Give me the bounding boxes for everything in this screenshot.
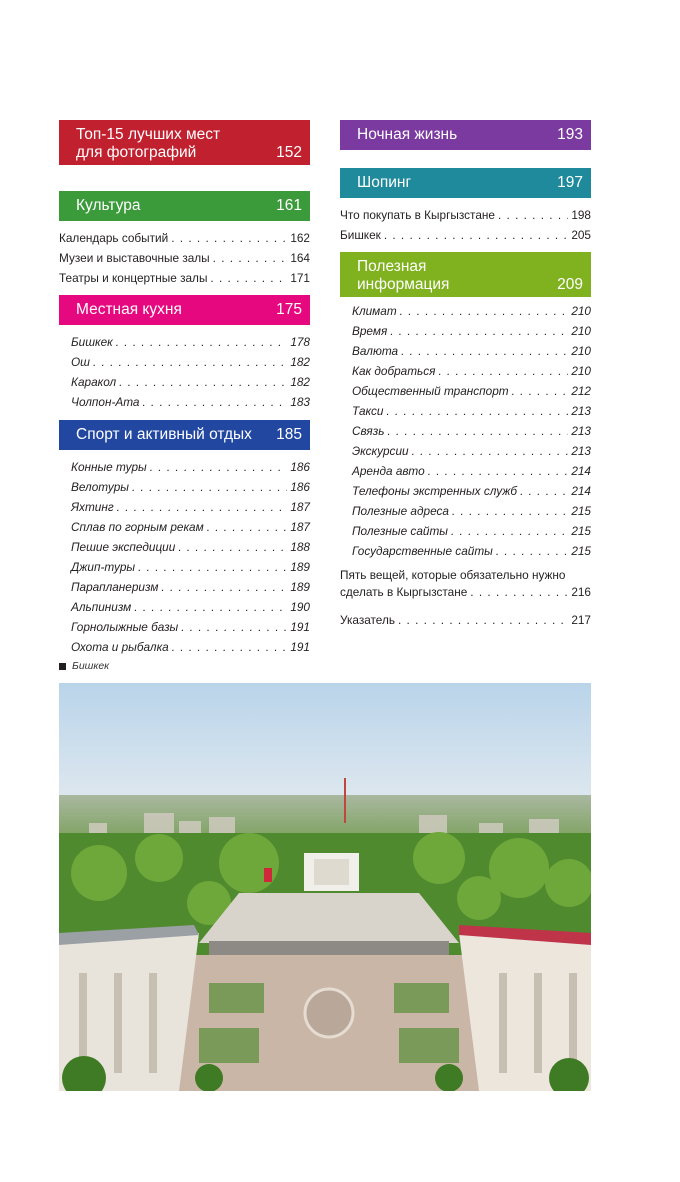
entry-page: 213 bbox=[571, 424, 591, 438]
entry-page: 162 bbox=[290, 231, 310, 245]
entry-page: 190 bbox=[290, 600, 310, 614]
city-illustration bbox=[59, 683, 591, 1091]
toc-entry[interactable] bbox=[59, 537, 310, 557]
section-shopping[interactable] bbox=[340, 168, 591, 198]
entry-label: Аренда авто bbox=[352, 464, 425, 478]
entry-page: 183 bbox=[290, 395, 310, 409]
toc-entry[interactable] bbox=[340, 541, 591, 561]
toc-entry[interactable] bbox=[59, 392, 310, 412]
entry-label: Общественный транспорт bbox=[352, 384, 509, 398]
entry-page: 191 bbox=[290, 640, 310, 654]
leader-dots bbox=[520, 481, 568, 501]
toc-entry[interactable] bbox=[59, 228, 310, 248]
entry-label: Такси bbox=[352, 404, 384, 418]
entry-page: 182 bbox=[290, 375, 310, 389]
section-page: 175 bbox=[276, 301, 302, 318]
toc-left-column bbox=[59, 120, 310, 657]
culture-entries bbox=[59, 228, 310, 288]
entry-label: Пешие экспедиции bbox=[71, 540, 176, 554]
leader-dots bbox=[181, 617, 287, 637]
toc-entry[interactable] bbox=[59, 557, 310, 577]
section-title: Культура bbox=[76, 197, 141, 214]
entry-label: Полезные адреса bbox=[352, 504, 449, 518]
entry-label: Экскурсии bbox=[352, 444, 409, 458]
section-page: 193 bbox=[557, 126, 583, 143]
entry-label: Сплав по горным рекам bbox=[71, 520, 204, 534]
leader-dots bbox=[398, 610, 568, 630]
toc-entry[interactable] bbox=[340, 225, 591, 245]
toc-entry[interactable] bbox=[59, 497, 310, 517]
entry-page: 191 bbox=[290, 620, 310, 634]
entry-page: 186 bbox=[290, 460, 310, 474]
toc-right-column bbox=[340, 120, 591, 630]
section-page: 161 bbox=[276, 197, 302, 214]
leader-dots bbox=[213, 248, 288, 268]
entry-page: 178 bbox=[290, 335, 310, 349]
toc-entry[interactable] bbox=[59, 352, 310, 372]
entry-label: Джип-туры bbox=[71, 560, 136, 574]
entry-page: 171 bbox=[290, 271, 310, 285]
entry-label: Велотуры bbox=[71, 480, 129, 494]
toc-entry[interactable] bbox=[59, 517, 310, 537]
toc-entry[interactable] bbox=[340, 381, 591, 401]
leader-dots bbox=[134, 597, 287, 617]
photo-caption bbox=[59, 660, 109, 672]
entry-page: 210 bbox=[571, 324, 591, 338]
entry-page: 188 bbox=[290, 540, 310, 554]
leader-dots bbox=[143, 392, 288, 412]
leader-dots bbox=[412, 441, 569, 461]
leader-dots bbox=[384, 225, 569, 245]
entry-label: Ош bbox=[71, 355, 90, 369]
section-nightlife[interactable] bbox=[340, 120, 591, 150]
leader-dots bbox=[400, 301, 569, 321]
bishkek-aerial-photo bbox=[59, 683, 591, 1091]
toc-entry-index[interactable] bbox=[340, 610, 591, 630]
leader-dots bbox=[161, 577, 287, 597]
leader-dots bbox=[390, 321, 568, 341]
entry-label: Каракол bbox=[71, 375, 117, 389]
info-entries bbox=[340, 301, 591, 561]
leader-dots bbox=[496, 541, 568, 561]
entry-page: 215 bbox=[571, 524, 591, 538]
leader-dots bbox=[119, 372, 287, 392]
toc-entry[interactable] bbox=[59, 457, 310, 477]
toc-entry[interactable] bbox=[59, 372, 310, 392]
leader-dots bbox=[171, 228, 287, 248]
entry-label: Климат bbox=[352, 304, 397, 318]
toc-entry[interactable] bbox=[340, 421, 591, 441]
leader-dots bbox=[438, 361, 568, 381]
cuisine-entries bbox=[59, 332, 310, 412]
entry-label-line1: Пять вещей, которые обязательно нужно bbox=[340, 568, 566, 582]
toc-entry[interactable] bbox=[340, 501, 591, 521]
toc-entry[interactable] bbox=[340, 521, 591, 541]
leader-dots bbox=[498, 205, 568, 225]
entry-page: 215 bbox=[571, 544, 591, 558]
leader-dots bbox=[512, 381, 569, 401]
shopping-entries bbox=[340, 205, 591, 245]
entry-label: Государственные сайты bbox=[352, 544, 493, 558]
section-title: Местная кухня bbox=[76, 301, 182, 318]
section-photo-spots[interactable] bbox=[59, 120, 310, 165]
entry-page: 213 bbox=[571, 444, 591, 458]
section-title: Полезная информация bbox=[357, 258, 450, 293]
toc-entry[interactable] bbox=[59, 477, 310, 497]
entry-page: 215 bbox=[571, 504, 591, 518]
entry-page: 210 bbox=[571, 344, 591, 358]
toc-entry[interactable] bbox=[59, 248, 310, 268]
leader-dots bbox=[207, 517, 288, 537]
entry-label: Полезные сайты bbox=[352, 524, 448, 538]
entry-label: Яхтинг bbox=[71, 500, 114, 514]
leader-dots bbox=[452, 501, 568, 521]
caption-text: Бишкек bbox=[72, 660, 110, 672]
leader-dots bbox=[178, 537, 287, 557]
leader-dots bbox=[401, 341, 568, 361]
entry-page: 189 bbox=[290, 580, 310, 594]
section-title: Спорт и активный отдых bbox=[76, 426, 252, 443]
leader-dots bbox=[428, 461, 569, 481]
section-culture[interactable] bbox=[59, 191, 310, 221]
entry-page: 216 bbox=[571, 585, 591, 599]
toc-entry[interactable] bbox=[59, 332, 310, 352]
entry-page: 214 bbox=[571, 484, 591, 498]
entry-label: Бишкек bbox=[340, 228, 381, 242]
entry-label: Конные туры bbox=[71, 460, 147, 474]
entry-page: 189 bbox=[290, 560, 310, 574]
entry-page: 213 bbox=[571, 404, 591, 418]
entry-label: Охота и рыбалка bbox=[71, 640, 169, 654]
entry-label: Альпинизм bbox=[71, 600, 132, 614]
square-bullet-icon bbox=[59, 663, 66, 670]
toc-entry[interactable] bbox=[59, 637, 310, 657]
toc-entry[interactable] bbox=[59, 268, 310, 288]
entry-label: Чолпон-Ата bbox=[71, 395, 140, 409]
section-page: 185 bbox=[276, 426, 302, 443]
leader-dots bbox=[210, 268, 287, 288]
toc-entry[interactable] bbox=[340, 461, 591, 481]
entry-label: Что покупать в Кыргызстане bbox=[340, 208, 495, 222]
leader-dots bbox=[132, 477, 287, 497]
entry-label: Календарь событий bbox=[59, 231, 169, 245]
section-useful-info[interactable] bbox=[340, 252, 591, 297]
section-cuisine[interactable] bbox=[59, 295, 310, 325]
entry-page: 164 bbox=[290, 251, 310, 265]
toc-entry[interactable] bbox=[340, 205, 591, 225]
leader-dots bbox=[386, 401, 568, 421]
toc-entry[interactable] bbox=[340, 321, 591, 341]
leader-dots bbox=[387, 421, 568, 441]
entry-label: Бишкек bbox=[71, 335, 113, 349]
section-title: Ночная жизнь bbox=[357, 126, 458, 143]
entry-label: Валюта bbox=[352, 344, 399, 358]
entry-page: 214 bbox=[571, 464, 591, 478]
section-title: Шопинг bbox=[357, 174, 412, 191]
entry-page: 217 bbox=[571, 613, 591, 627]
toc-entry[interactable] bbox=[340, 401, 591, 421]
leader-dots bbox=[172, 637, 288, 657]
section-title: Топ-15 лучших мест для фотографий bbox=[76, 126, 221, 161]
entry-label: Парапланеризм bbox=[71, 580, 159, 594]
toc-entry[interactable] bbox=[340, 481, 591, 501]
entry-label: Время bbox=[352, 324, 388, 338]
entry-page: 205 bbox=[571, 228, 591, 242]
toc-entry[interactable] bbox=[59, 597, 310, 617]
leader-dots bbox=[150, 457, 288, 477]
entry-page: 187 bbox=[290, 500, 310, 514]
leader-dots bbox=[138, 557, 287, 577]
section-sport[interactable] bbox=[59, 420, 310, 450]
leader-dots bbox=[470, 584, 568, 601]
entry-page: 187 bbox=[290, 520, 310, 534]
entry-label: Связь bbox=[352, 424, 385, 438]
entry-label: Указатель bbox=[340, 613, 395, 627]
toc-entry[interactable] bbox=[340, 441, 591, 461]
toc-entry[interactable] bbox=[340, 341, 591, 361]
leader-dots bbox=[116, 332, 288, 352]
toc-entry[interactable] bbox=[340, 301, 591, 321]
entry-page: 210 bbox=[571, 364, 591, 378]
entry-label: Телефоны экстренных служб bbox=[352, 484, 518, 498]
entry-label: Музеи и выставочные залы bbox=[59, 251, 210, 265]
leader-dots bbox=[451, 521, 568, 541]
section-page: 152 bbox=[276, 144, 302, 161]
toc-entry-five-things[interactable] bbox=[340, 567, 591, 601]
entry-page: 182 bbox=[290, 355, 310, 369]
toc-entry[interactable] bbox=[59, 617, 310, 637]
leader-dots bbox=[93, 352, 287, 372]
entry-label-line2: сделать в Кыргызстане bbox=[340, 585, 468, 599]
section-page: 209 bbox=[557, 276, 583, 293]
sport-entries bbox=[59, 457, 310, 657]
leader-dots bbox=[117, 497, 288, 517]
entry-page: 198 bbox=[571, 208, 591, 222]
toc-entry[interactable] bbox=[59, 577, 310, 597]
entry-page: 212 bbox=[571, 384, 591, 398]
entry-label: Театры и концертные залы bbox=[59, 271, 208, 285]
entry-label: Как добраться bbox=[352, 364, 436, 378]
entry-page: 210 bbox=[571, 304, 591, 318]
entry-label: Горнолыжные базы bbox=[71, 620, 179, 634]
entry-page: 186 bbox=[290, 480, 310, 494]
toc-entry[interactable] bbox=[340, 361, 591, 381]
section-page: 197 bbox=[557, 174, 583, 191]
